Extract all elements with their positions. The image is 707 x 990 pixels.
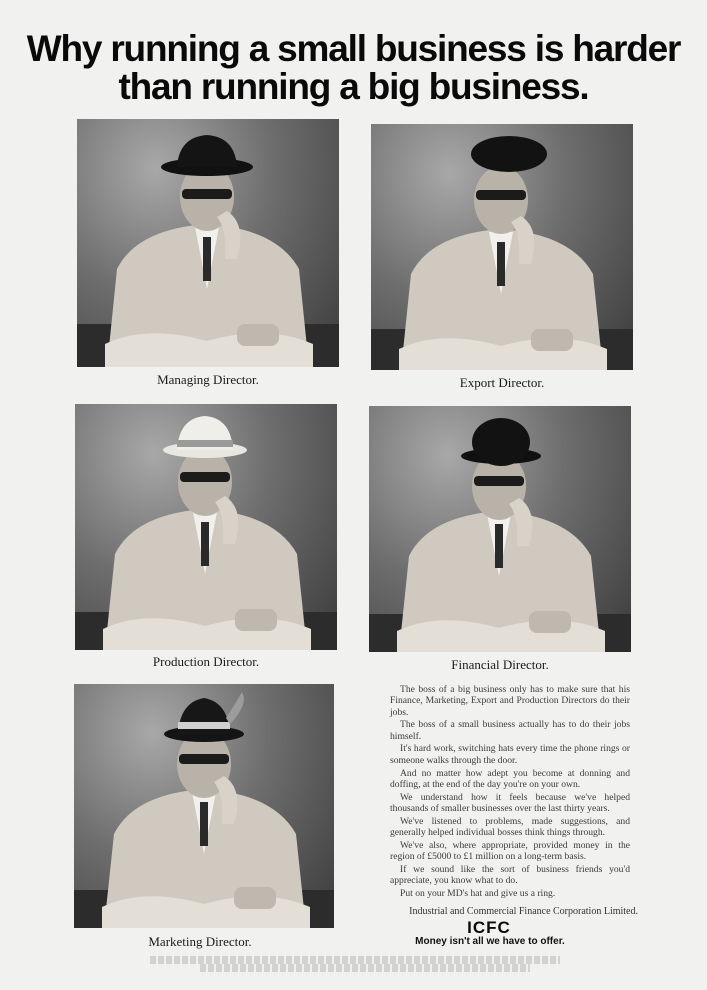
caption-financial-director: Financial Director.	[451, 657, 549, 672]
fine-print	[200, 964, 530, 972]
caption-marketing-director: Marketing Director.	[148, 934, 252, 949]
headline-line-2: than running a big business.	[118, 66, 589, 107]
brand-logo: ICFC	[467, 918, 511, 937]
man-in-feathered-hat-illustration	[74, 684, 334, 928]
photo-financial-director	[369, 406, 631, 652]
headline	[0, 30, 707, 106]
body-paragraph: We've also, where appropriate, provided money in the region of £5000 to £1 million on a long-term basis.	[390, 839, 630, 863]
caption-export-director: Export Director.	[459, 375, 545, 390]
slogan: Money isn't all we have to offer.	[415, 936, 565, 947]
company-name: Industrial and Commercial Finance Corporation Limited.	[409, 906, 638, 917]
photo-managing-director	[77, 119, 339, 367]
caption-production-director: Production Director.	[152, 654, 260, 669]
man-in-bowler-illustration	[369, 406, 631, 652]
body-paragraph: We've listened to problems, made suggestions, and generally helped individual bosses think things through.	[390, 815, 630, 839]
fine-print	[150, 956, 560, 964]
body-paragraph: The boss of a small business actually has to do their jobs himself.	[390, 719, 630, 742]
man-in-trilby-illustration	[77, 119, 339, 367]
body-copy	[390, 684, 630, 901]
photo-marketing-director	[74, 684, 334, 928]
photo-export-director	[371, 124, 633, 370]
body-paragraph: It's hard work, switching hats every time the phone rings or someone walks through the door.	[390, 743, 630, 766]
headline-line-1: Why running a small business is harder	[26, 28, 681, 69]
body-paragraph: And no matter how adept you become at donning and doffing, at the end of the day you're on your own.	[390, 767, 630, 790]
caption-managing-director: Managing Director.	[157, 372, 259, 387]
body-paragraph: The boss of a big business only has to make sure that his Finance, Marketing, Export and Production Directors do their jobs.	[390, 684, 630, 718]
body-paragraph: We understand how it feels because we've helped thousands of smaller businesses over the last thirty years.	[390, 791, 630, 814]
photo-production-director	[75, 404, 337, 650]
man-in-beret-illustration	[371, 124, 633, 370]
body-paragraph: Put on your MD's hat and give us a ring.	[400, 888, 556, 900]
man-in-white-trilby-illustration	[75, 404, 337, 650]
body-paragraph: If we sound like the sort of business friends you'd appreciate, you know what to do.	[390, 863, 630, 887]
